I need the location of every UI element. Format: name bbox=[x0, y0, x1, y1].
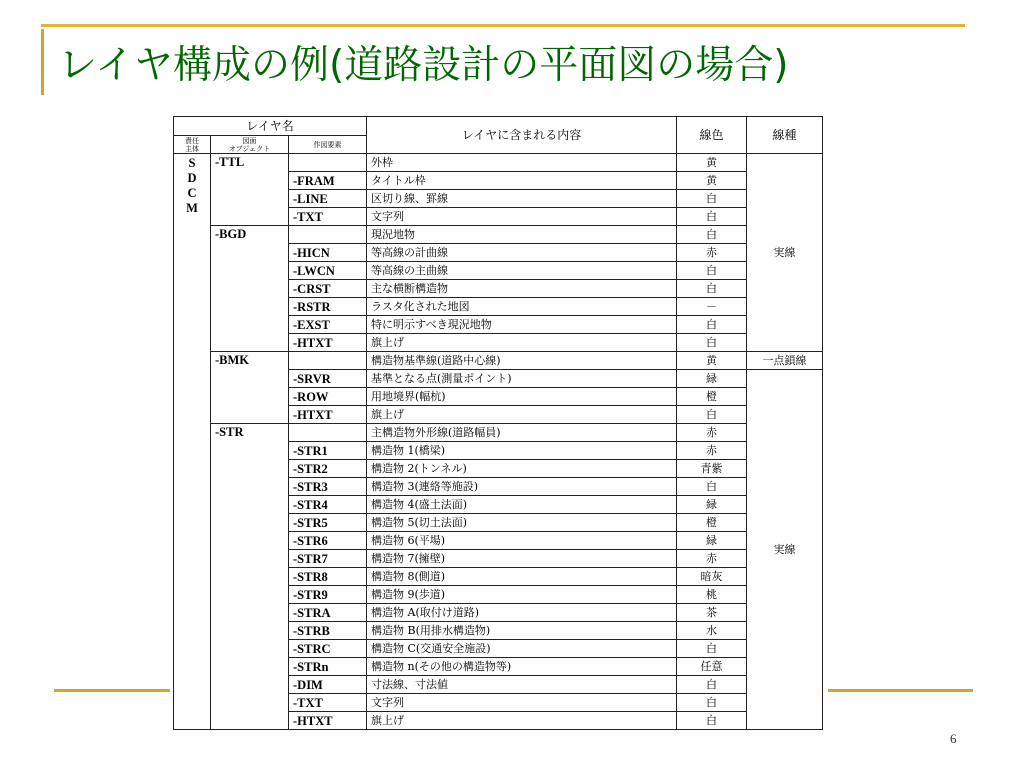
element-cell: -STR7 bbox=[289, 550, 367, 568]
contents-cell: 構造物 6(平場) bbox=[367, 532, 677, 550]
element-cell: -DIM bbox=[289, 676, 367, 694]
element-cell: -LINE bbox=[289, 190, 367, 208]
color-cell: 任意 bbox=[677, 658, 747, 676]
element-cell: -STRn bbox=[289, 658, 367, 676]
element-cell: -EXST bbox=[289, 316, 367, 334]
element-cell: -TXT bbox=[289, 208, 367, 226]
footer-rule-left bbox=[54, 689, 170, 692]
color-cell: 橙 bbox=[677, 514, 747, 532]
element-cell: -STR4 bbox=[289, 496, 367, 514]
table-row bbox=[174, 352, 823, 370]
element-cell: -STRC bbox=[289, 640, 367, 658]
layer-table bbox=[173, 116, 823, 730]
contents-cell: 構造物 3(連絡等施設) bbox=[367, 478, 677, 496]
header-drawing-element: 作図要素 bbox=[289, 136, 367, 154]
color-cell: 暗灰 bbox=[677, 568, 747, 586]
responsibility-cell: S D C M bbox=[174, 154, 211, 730]
color-cell: 赤 bbox=[677, 442, 747, 460]
element-cell: -STR3 bbox=[289, 478, 367, 496]
contents-cell: 構造物 A(取付け道路) bbox=[367, 604, 677, 622]
element-cell: -LWCN bbox=[289, 262, 367, 280]
line-type-cell: 実線 bbox=[747, 154, 823, 352]
color-cell: 水 bbox=[677, 622, 747, 640]
contents-cell: 構造物 n(その他の構造物等) bbox=[367, 658, 677, 676]
header-contents: レイヤに含まれる内容 bbox=[367, 117, 677, 154]
contents-cell: 区切り線、罫線 bbox=[367, 190, 677, 208]
contents-cell: 構造物 B(用排水構造物) bbox=[367, 622, 677, 640]
color-cell: 白 bbox=[677, 190, 747, 208]
header-line-type: 線種 bbox=[747, 117, 823, 154]
element-cell: -STR8 bbox=[289, 568, 367, 586]
title-top-rule bbox=[41, 24, 965, 27]
element-cell: -RSTR bbox=[289, 298, 367, 316]
contents-cell: 構造物 7(擁壁) bbox=[367, 550, 677, 568]
contents-cell: 主構造物外形線(道路幅員) bbox=[367, 424, 677, 442]
contents-cell: 構造物 4(盛土法面) bbox=[367, 496, 677, 514]
contents-cell: 特に明示すべき現況地物 bbox=[367, 316, 677, 334]
contents-cell: 等高線の計曲線 bbox=[367, 244, 677, 262]
element-cell: -STR6 bbox=[289, 532, 367, 550]
contents-cell: 主な横断構造物 bbox=[367, 280, 677, 298]
contents-cell: ラスタ化された地図 bbox=[367, 298, 677, 316]
element-cell bbox=[289, 154, 367, 172]
line-type-cell: 一点鎖線 bbox=[747, 352, 823, 370]
object-cell: -STR bbox=[211, 424, 289, 730]
element-cell: -HTXT bbox=[289, 712, 367, 730]
header-layer-name: レイヤ名 bbox=[174, 117, 367, 136]
color-cell: 黄 bbox=[677, 172, 747, 190]
contents-cell: 現況地物 bbox=[367, 226, 677, 244]
object-cell: -TTL bbox=[211, 154, 289, 226]
color-cell: 白 bbox=[677, 226, 747, 244]
contents-cell: 構造物基準線(道路中心線) bbox=[367, 352, 677, 370]
element-cell: -HTXT bbox=[289, 406, 367, 424]
element-cell: -CRST bbox=[289, 280, 367, 298]
table-row bbox=[174, 424, 823, 442]
contents-cell: 旗上げ bbox=[367, 334, 677, 352]
color-cell: 白 bbox=[677, 640, 747, 658]
element-cell bbox=[289, 424, 367, 442]
header-drawing-object: 図面 オブジェクト bbox=[211, 136, 289, 154]
color-cell: 黄 bbox=[677, 154, 747, 172]
color-cell: 白 bbox=[677, 280, 747, 298]
contents-cell: 構造物 1(橋梁) bbox=[367, 442, 677, 460]
color-cell: 白 bbox=[677, 334, 747, 352]
contents-cell: 構造物 C(交通安全施設) bbox=[367, 640, 677, 658]
contents-cell: 旗上げ bbox=[367, 712, 677, 730]
color-cell: 橙 bbox=[677, 388, 747, 406]
contents-cell: 構造物 9(歩道) bbox=[367, 586, 677, 604]
color-cell: 白 bbox=[677, 676, 747, 694]
element-cell: -STR9 bbox=[289, 586, 367, 604]
color-cell: 緑 bbox=[677, 496, 747, 514]
contents-cell: 寸法線、寸法値 bbox=[367, 676, 677, 694]
header-row bbox=[174, 117, 823, 136]
element-cell: -TXT bbox=[289, 694, 367, 712]
footer-rule-right bbox=[828, 689, 973, 692]
color-cell: － bbox=[677, 298, 747, 316]
element-cell: -STR2 bbox=[289, 460, 367, 478]
element-cell: -STR1 bbox=[289, 442, 367, 460]
contents-cell: 構造物 8(側道) bbox=[367, 568, 677, 586]
contents-cell: タイトル枠 bbox=[367, 172, 677, 190]
element-cell: -SRVR bbox=[289, 370, 367, 388]
element-cell: -HTXT bbox=[289, 334, 367, 352]
color-cell: 赤 bbox=[677, 244, 747, 262]
element-cell: -STRB bbox=[289, 622, 367, 640]
contents-cell: 構造物 5(切土法面) bbox=[367, 514, 677, 532]
color-cell: 白 bbox=[677, 262, 747, 280]
element-cell: -HICN bbox=[289, 244, 367, 262]
contents-cell: 用地境界(幅杭) bbox=[367, 388, 677, 406]
color-cell: 緑 bbox=[677, 532, 747, 550]
color-cell: 白 bbox=[677, 712, 747, 730]
color-cell: 茶 bbox=[677, 604, 747, 622]
page-number: 6 bbox=[950, 731, 957, 746]
contents-cell: 等高線の主曲線 bbox=[367, 262, 677, 280]
object-cell: -BMK bbox=[211, 352, 289, 424]
color-cell: 赤 bbox=[677, 550, 747, 568]
contents-cell: 構造物 2(トンネル) bbox=[367, 460, 677, 478]
color-cell: 桃 bbox=[677, 586, 747, 604]
slide-title: レイヤ構成の例(道路設計の平面図の場合) bbox=[58, 43, 789, 88]
color-cell: 赤 bbox=[677, 424, 747, 442]
contents-cell: 文字列 bbox=[367, 208, 677, 226]
header-responsibility: 責任 主体 bbox=[174, 136, 211, 154]
color-cell: 白 bbox=[677, 694, 747, 712]
table-row bbox=[174, 154, 823, 172]
title-side-rule bbox=[41, 29, 44, 95]
color-cell: 緑 bbox=[677, 370, 747, 388]
object-cell: -BGD bbox=[211, 226, 289, 352]
element-cell bbox=[289, 226, 367, 244]
element-cell: -ROW bbox=[289, 388, 367, 406]
contents-cell: 基準となる点(測量ポイント) bbox=[367, 370, 677, 388]
contents-cell: 文字列 bbox=[367, 694, 677, 712]
element-cell: -FRAM bbox=[289, 172, 367, 190]
color-cell: 白 bbox=[677, 208, 747, 226]
color-cell: 白 bbox=[677, 406, 747, 424]
element-cell bbox=[289, 352, 367, 370]
table-row bbox=[174, 226, 823, 244]
contents-cell: 外枠 bbox=[367, 154, 677, 172]
contents-cell: 旗上げ bbox=[367, 406, 677, 424]
element-cell: -STRA bbox=[289, 604, 367, 622]
color-cell: 白 bbox=[677, 478, 747, 496]
line-type-cell: 実線 bbox=[747, 370, 823, 730]
color-cell: 黄 bbox=[677, 352, 747, 370]
header-line-color: 線色 bbox=[677, 117, 747, 154]
element-cell: -STR5 bbox=[289, 514, 367, 532]
color-cell: 白 bbox=[677, 316, 747, 334]
color-cell: 青紫 bbox=[677, 460, 747, 478]
table-body bbox=[174, 154, 823, 730]
